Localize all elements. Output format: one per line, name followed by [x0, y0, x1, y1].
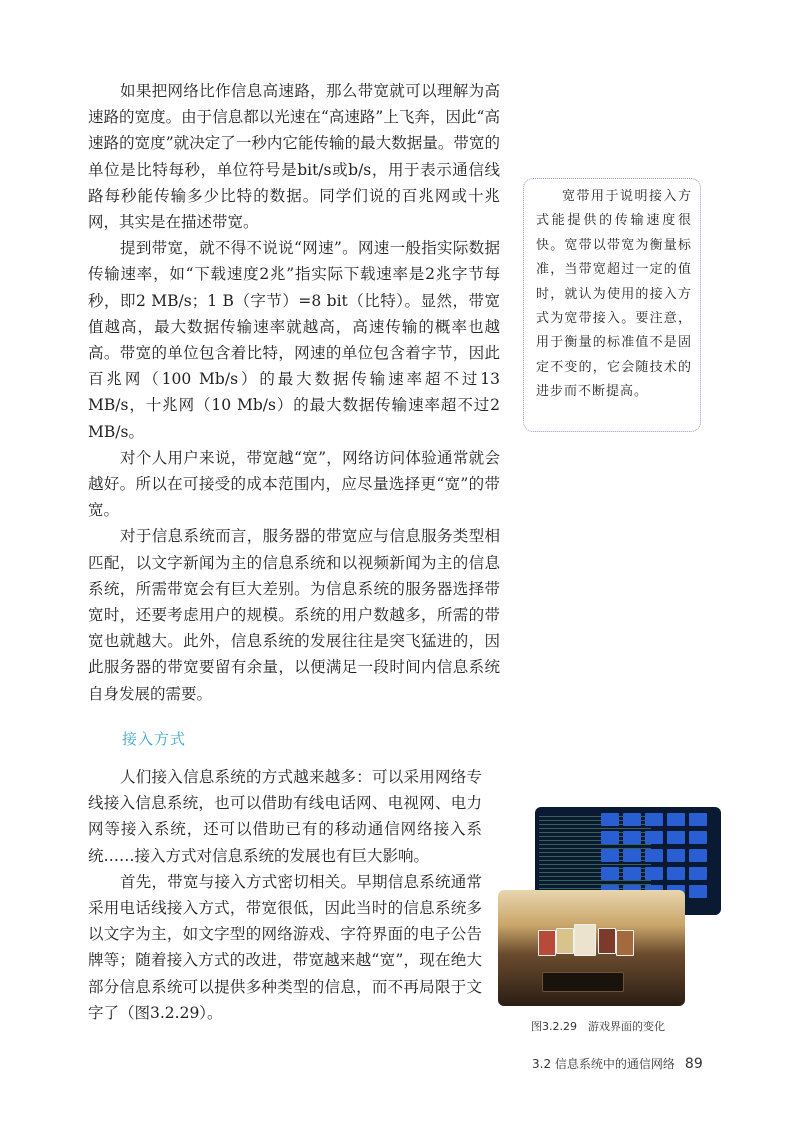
page-footer	[532, 1055, 703, 1072]
game-card	[574, 924, 596, 956]
sidenote-box: 宽带用于说明接入方式能提供的传输速度很快。宽带以带宽为衡量标准，当带宽超过一定的值时，就认为使用的接入方式为宽带接入。要注意，用于衡量的标准值不是固定不变的，它会随技术的进步而不断提高。	[523, 178, 701, 432]
body-paragraph: 对个人用户来说，带宽越“宽”，网络访问体验通常就会越好。所以在可接受的成本范围内，应尽量选择更“宽”的带宽。	[88, 448, 500, 520]
figure-caption: 图3.2.29 游戏界面的变化	[531, 1020, 665, 1033]
game-card	[616, 930, 634, 956]
section-body-text	[88, 764, 482, 1026]
game-card	[538, 930, 556, 956]
section-heading: 接入方式	[122, 730, 187, 748]
game-card	[598, 928, 616, 954]
body-paragraph: 首先，带宽与接入方式密切相关。早期信息系统通常采用电话线接入方式，带宽很低，因此当时的信息系统多以文字为主，如文字型的网络游戏、字符界面的电子公告牌等；随着接入方式的改进，带宽越来越“宽”，现在绝大部分信息系统可以提供多种类型的信息，而不再局限于文字了（图3.2.29）。	[88, 872, 482, 1022]
page-number: 89	[684, 1056, 703, 1072]
main-body-text	[88, 78, 500, 707]
body-paragraph: 提到带宽，就不得不说说“网速”。网速一般指实际数据传输速率，如“下载速度2兆”指实际下载速率是2兆字节每秒，即2 MB/s；1 B（字节）=8 bit（比特）。显然，带宽值越高，最大数据传输速率就越高，高速传输的概率也越高。带宽的单位包含着比特，网速的单位包含着字节，因此百兆网（100 Mb/s）的最大数据传输速率超不过13 MB/s，十兆网（10 Mb/s）的最大数据传输速率超不过2 MB/s。	[88, 239, 500, 441]
game-dialog	[542, 972, 624, 992]
graphical-game-screenshot	[498, 890, 685, 1006]
chapter-title: 3.2 信息系统中的通信网络	[532, 1057, 675, 1071]
body-paragraph: 如果把网络比作信息高速路，那么带宽就可以理解为高速路的宽度。由于信息都以光速在“高速路”上飞奔，因此“高速路的宽度”就决定了一秒内它能传输的最大数据量。带宽的单位是比特每秒，单位符号是bit/s或b/s，用于表示通信线路每秒能传输多少比特的数据。同学们说的百兆网或十兆网，其实是在描述带宽。	[88, 82, 500, 232]
body-paragraph: 对于信息系统而言，服务器的带宽应与信息服务类型相匹配，以文字新闻为主的信息系统和以视频新闻为主的信息系统，所需带宽会有巨大差别。为信息系统的服务器选择带宽时，还要考虑用户的规模。系统的用户数越多，所需的带宽也就越大。此外，信息系统的发展往往是突飞猛进的，因此服务器的带宽要留有余量，以便满足一段时间内信息系统自身发展的需要。	[88, 527, 500, 703]
body-paragraph: 人们接入信息系统的方式越来越多：可以采用网络专线接入信息系统，也可以借助有线电话网、电视网、电力网等接入系统，还可以借助已有的移动通信网络接入系统……接入方式对信息系统的发展也有巨大影响。	[88, 768, 482, 865]
game-card	[556, 928, 574, 954]
